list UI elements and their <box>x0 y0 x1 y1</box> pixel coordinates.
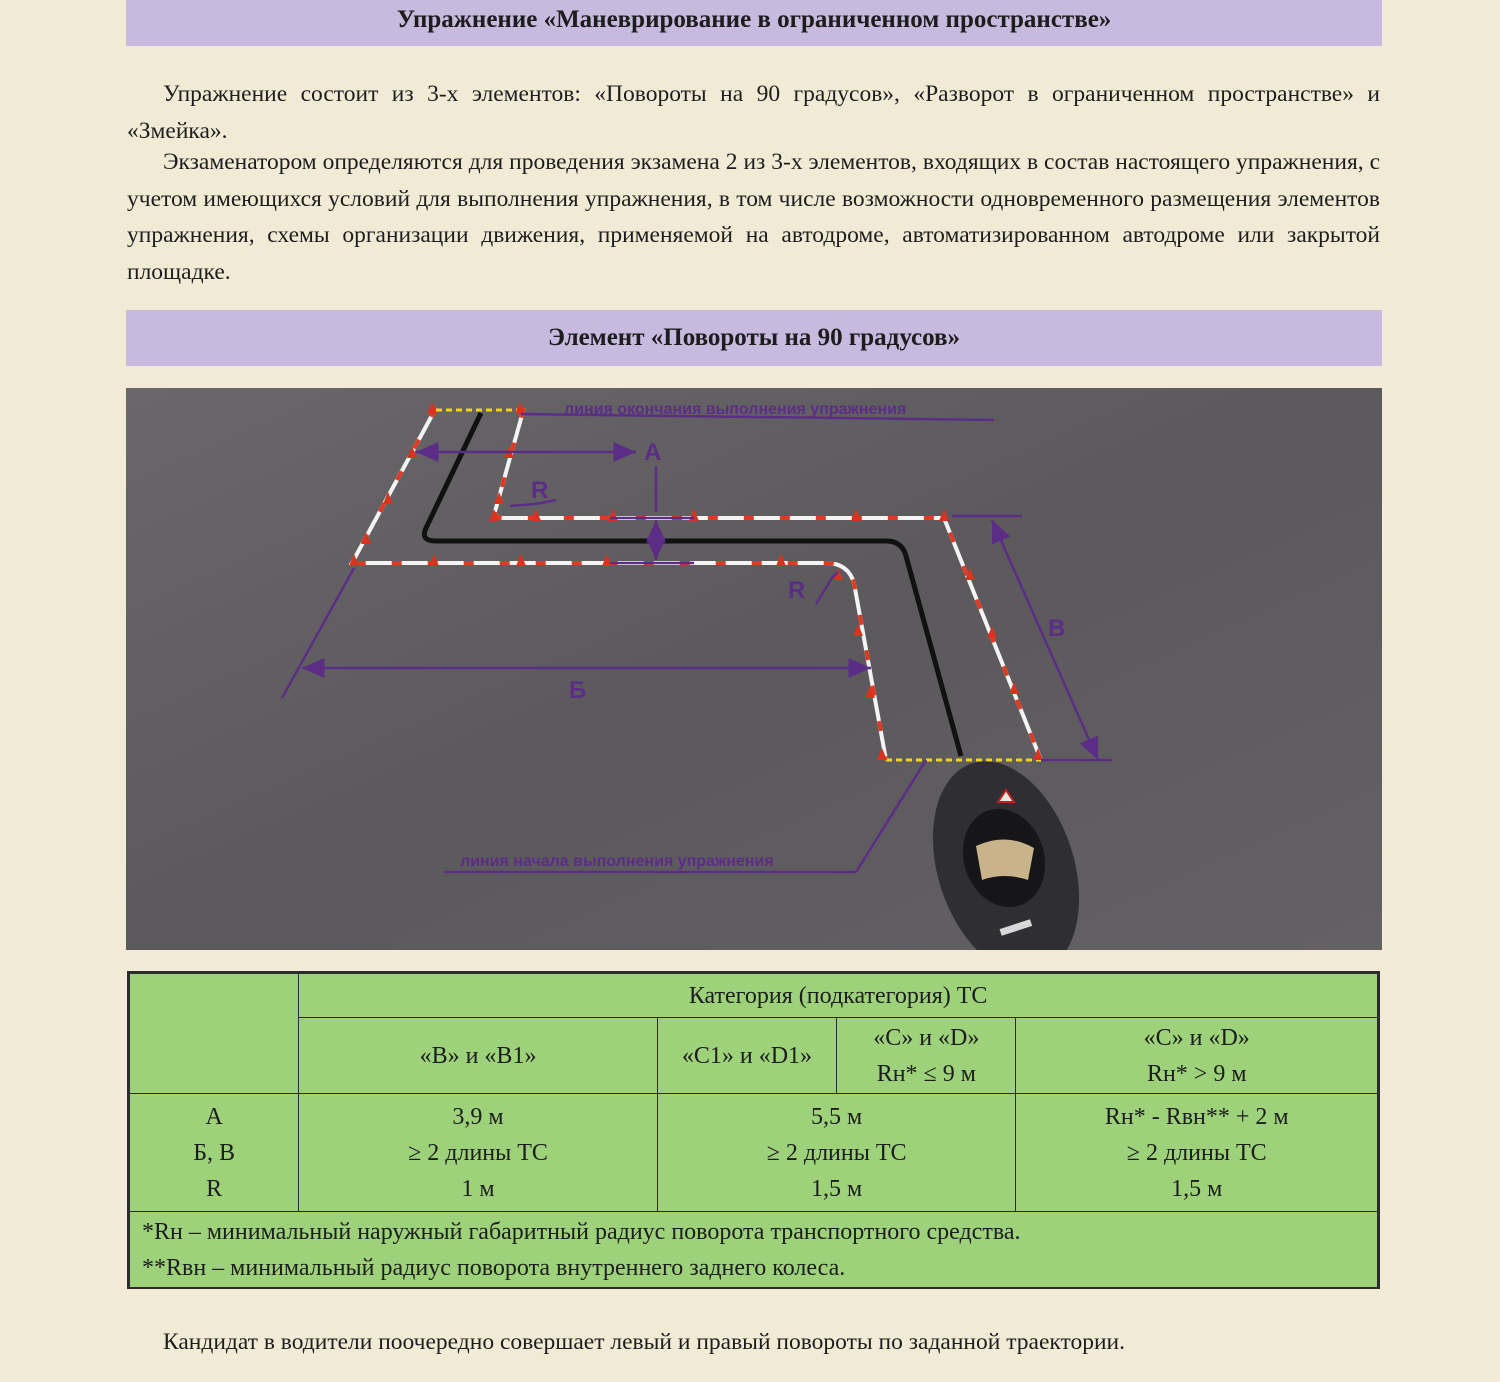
label-b: Б <box>569 677 587 704</box>
table-header-row <box>130 974 1378 1018</box>
intro-paragraph: Упражнение состоит из 3-х элементов: «Повороты на 90 градусов», «Разворот в ограниченном пространстве» и «Змейка». <box>127 81 1380 144</box>
category-header: Категория (подкатегория) ТС <box>299 974 1378 1018</box>
section-header <box>126 310 1382 366</box>
label-r-top: R <box>531 477 549 504</box>
values-c1-d1-and-c-d-small: 5,5 м ≥ 2 длины ТС 1,5 м <box>657 1094 1016 1212</box>
column-b-b1: «B» и «B1» <box>299 1018 658 1094</box>
parameters-table <box>129 973 1378 1288</box>
exercise-diagram <box>126 388 1382 950</box>
label-v: В <box>1048 615 1066 642</box>
footnote-rvn: **Rвн – минимальный радиус поворота внутреннего заднего колеса. <box>142 1254 846 1281</box>
footnote-rn: *Rн – минимальный наружный габаритный радиус поворота транспортного средства. <box>142 1218 1021 1245</box>
column-c1-d1: «C1» и «D1» <box>657 1018 836 1094</box>
column-c-d-large: «C» и «D» Rн* > 9 м <box>1016 1018 1378 1094</box>
end-line-label: линия окончания выполнения упражнения <box>564 401 907 418</box>
label-a: A <box>644 439 662 466</box>
table-corner-cell <box>130 974 299 1094</box>
table-footnotes <box>130 1212 1378 1288</box>
values-b-b1: 3,9 м ≥ 2 длины ТС 1 м <box>299 1094 658 1212</box>
section-title: Элемент «Повороты на 90 градусов» <box>547 324 961 351</box>
label-r-bottom: R <box>788 577 806 604</box>
page-title: Упражнение «Маневрирование в ограниченном пространстве» <box>396 6 1112 33</box>
examiner-paragraph: Экзаменатором определяются для проведения экзамена 2 из 3-х элементов, входящих в состав настоящего упражнения, с учетом имеющихся условий для выполнения упражнения, в том числе возможности одновременного размещения элементов упражнения, схемы организации движения, применяемой на автодроме, автоматизированном автодроме или закрытой площадке. <box>127 149 1380 285</box>
exercise-diagram-photo <box>126 388 1382 950</box>
values-c-d-large: Rн* - Rвн** + 2 м ≥ 2 длины ТС 1,5 м <box>1016 1094 1378 1212</box>
closing-paragraph: Кандидат в водители поочередно совершает левый и правый повороты по заданной траектории. <box>163 1329 1125 1355</box>
page-header <box>126 0 1382 46</box>
row-labels: А Б, В R <box>130 1094 299 1212</box>
parameters-table-container <box>127 971 1380 1289</box>
column-c-d-small: «C» и «D» Rн* ≤ 9 м <box>837 1018 1016 1094</box>
start-line-label: линия начала выполнения упражнения <box>460 853 774 870</box>
table-footnote-row <box>130 1212 1378 1288</box>
table-subheader-row <box>130 1018 1378 1094</box>
table-values-row <box>130 1094 1378 1212</box>
